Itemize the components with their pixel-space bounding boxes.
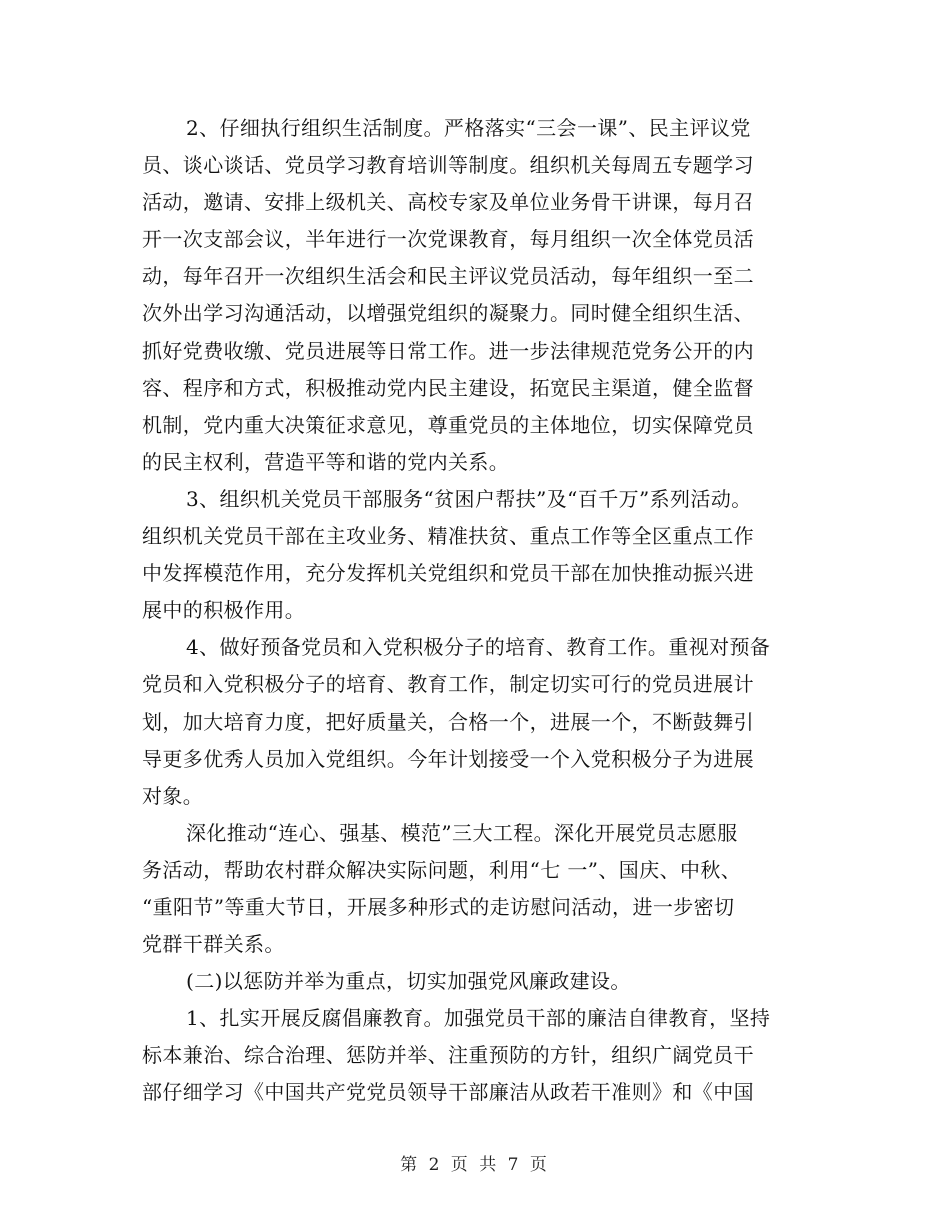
page-number: 第 2 页 共 7 页 — [400, 1155, 550, 1175]
text-line: 组织机关党员干部在主攻业务、精准扶贫、重点工作等全区重点工作 — [142, 524, 754, 549]
text-line: 2、仔细执行组织生活制度。严格落实“三会一课”、民主评议党 — [186, 116, 751, 140]
text-line: 党员和入党积极分子的培育、教育工作，制定切实可行的党员进展计 — [142, 672, 754, 697]
text-line: 4、做好预备党员和入党积极分子的培育、教育工作。重视对预备 — [186, 635, 771, 660]
text-line: 标本兼治、综合治理、惩防并举、注重预防的方针，组织广阔党员干 — [142, 1043, 754, 1068]
text-line: (二)以惩防并举为重点，切实加强党风廉政建设。 — [186, 969, 631, 994]
text-line: 容、程序和方式，积极推动党内民主建设，拓宽民主渠道，健全监督 — [142, 375, 754, 400]
text-line: 深化推动“连心、强基、模范”三大工程。深化开展党员志愿服 — [186, 820, 738, 845]
text-line: 对象。 — [142, 783, 204, 808]
text-line: 机制，党内重大决策征求意见，尊重党员的主体地位，切实保障党员 — [142, 412, 754, 437]
text-line: 中发挥模范作用，充分发挥机关党组织和党员干部在加快推动振兴进 — [142, 561, 754, 586]
paragraph-member-training — [142, 629, 814, 814]
text-line: 开一次支部会议，半年进行一次党课教育，每月组织一次全体党员活 — [142, 227, 754, 252]
text-line: 党群干群关系。 — [142, 932, 285, 957]
paragraph-poverty-assistance — [142, 481, 814, 629]
text-line: 导更多优秀人员加入党组织。今年计划接受一个入党积极分子为进展 — [142, 746, 754, 771]
paragraph-three-projects — [142, 815, 814, 963]
text-line: 划，加大培育力度，把好质量关，合格一个，进展一个，不断鼓舞引 — [142, 709, 754, 734]
paragraph-organization-life — [142, 110, 814, 481]
text-line: 次外出学习沟通活动，以增强党组织的凝聚力。同时健全组织生活、 — [142, 301, 754, 326]
section-heading — [142, 963, 814, 1000]
text-line: “重阳节”等重大节日，开展多种形式的走访慰问活动，进一步密切 — [142, 894, 735, 919]
text-line: 的民主权利，营造平等和谐的党内关系。 — [142, 449, 510, 474]
text-line: 部仔细学习《中国共产党党员领导干部廉洁从政若干准则》和《中国 — [142, 1080, 754, 1105]
text-line: 务活动，帮助农村群众解决实际问题，利用“七 一”、国庆、中秋、 — [142, 857, 742, 882]
text-line: 展中的积极作用。 — [142, 598, 306, 623]
text-line: 3、组织机关党员干部服务“贫困户帮扶”及“百千万”系列活动。 — [186, 486, 752, 511]
text-line: 活动，邀请、安排上级机关、高校专家及单位业务骨干讲课，每月召 — [142, 190, 754, 215]
text-line: 抓好党费收缴、党员进展等日常工作。进一步法律规范党务公开的内 — [142, 338, 754, 363]
text-line: 动，每年召开一次组织生活会和民主评议党员活动，每年组织一至二 — [142, 264, 754, 289]
document-body — [142, 110, 814, 1112]
text-line: 1、扎实开展反腐倡廉教育。加强党员干部的廉洁自律教育，坚持 — [186, 1006, 771, 1031]
text-line: 员、谈心谈话、党员学习教育培训等制度。组织机关每周五专题学习 — [142, 153, 754, 178]
paragraph-anti-corruption — [142, 1000, 814, 1111]
